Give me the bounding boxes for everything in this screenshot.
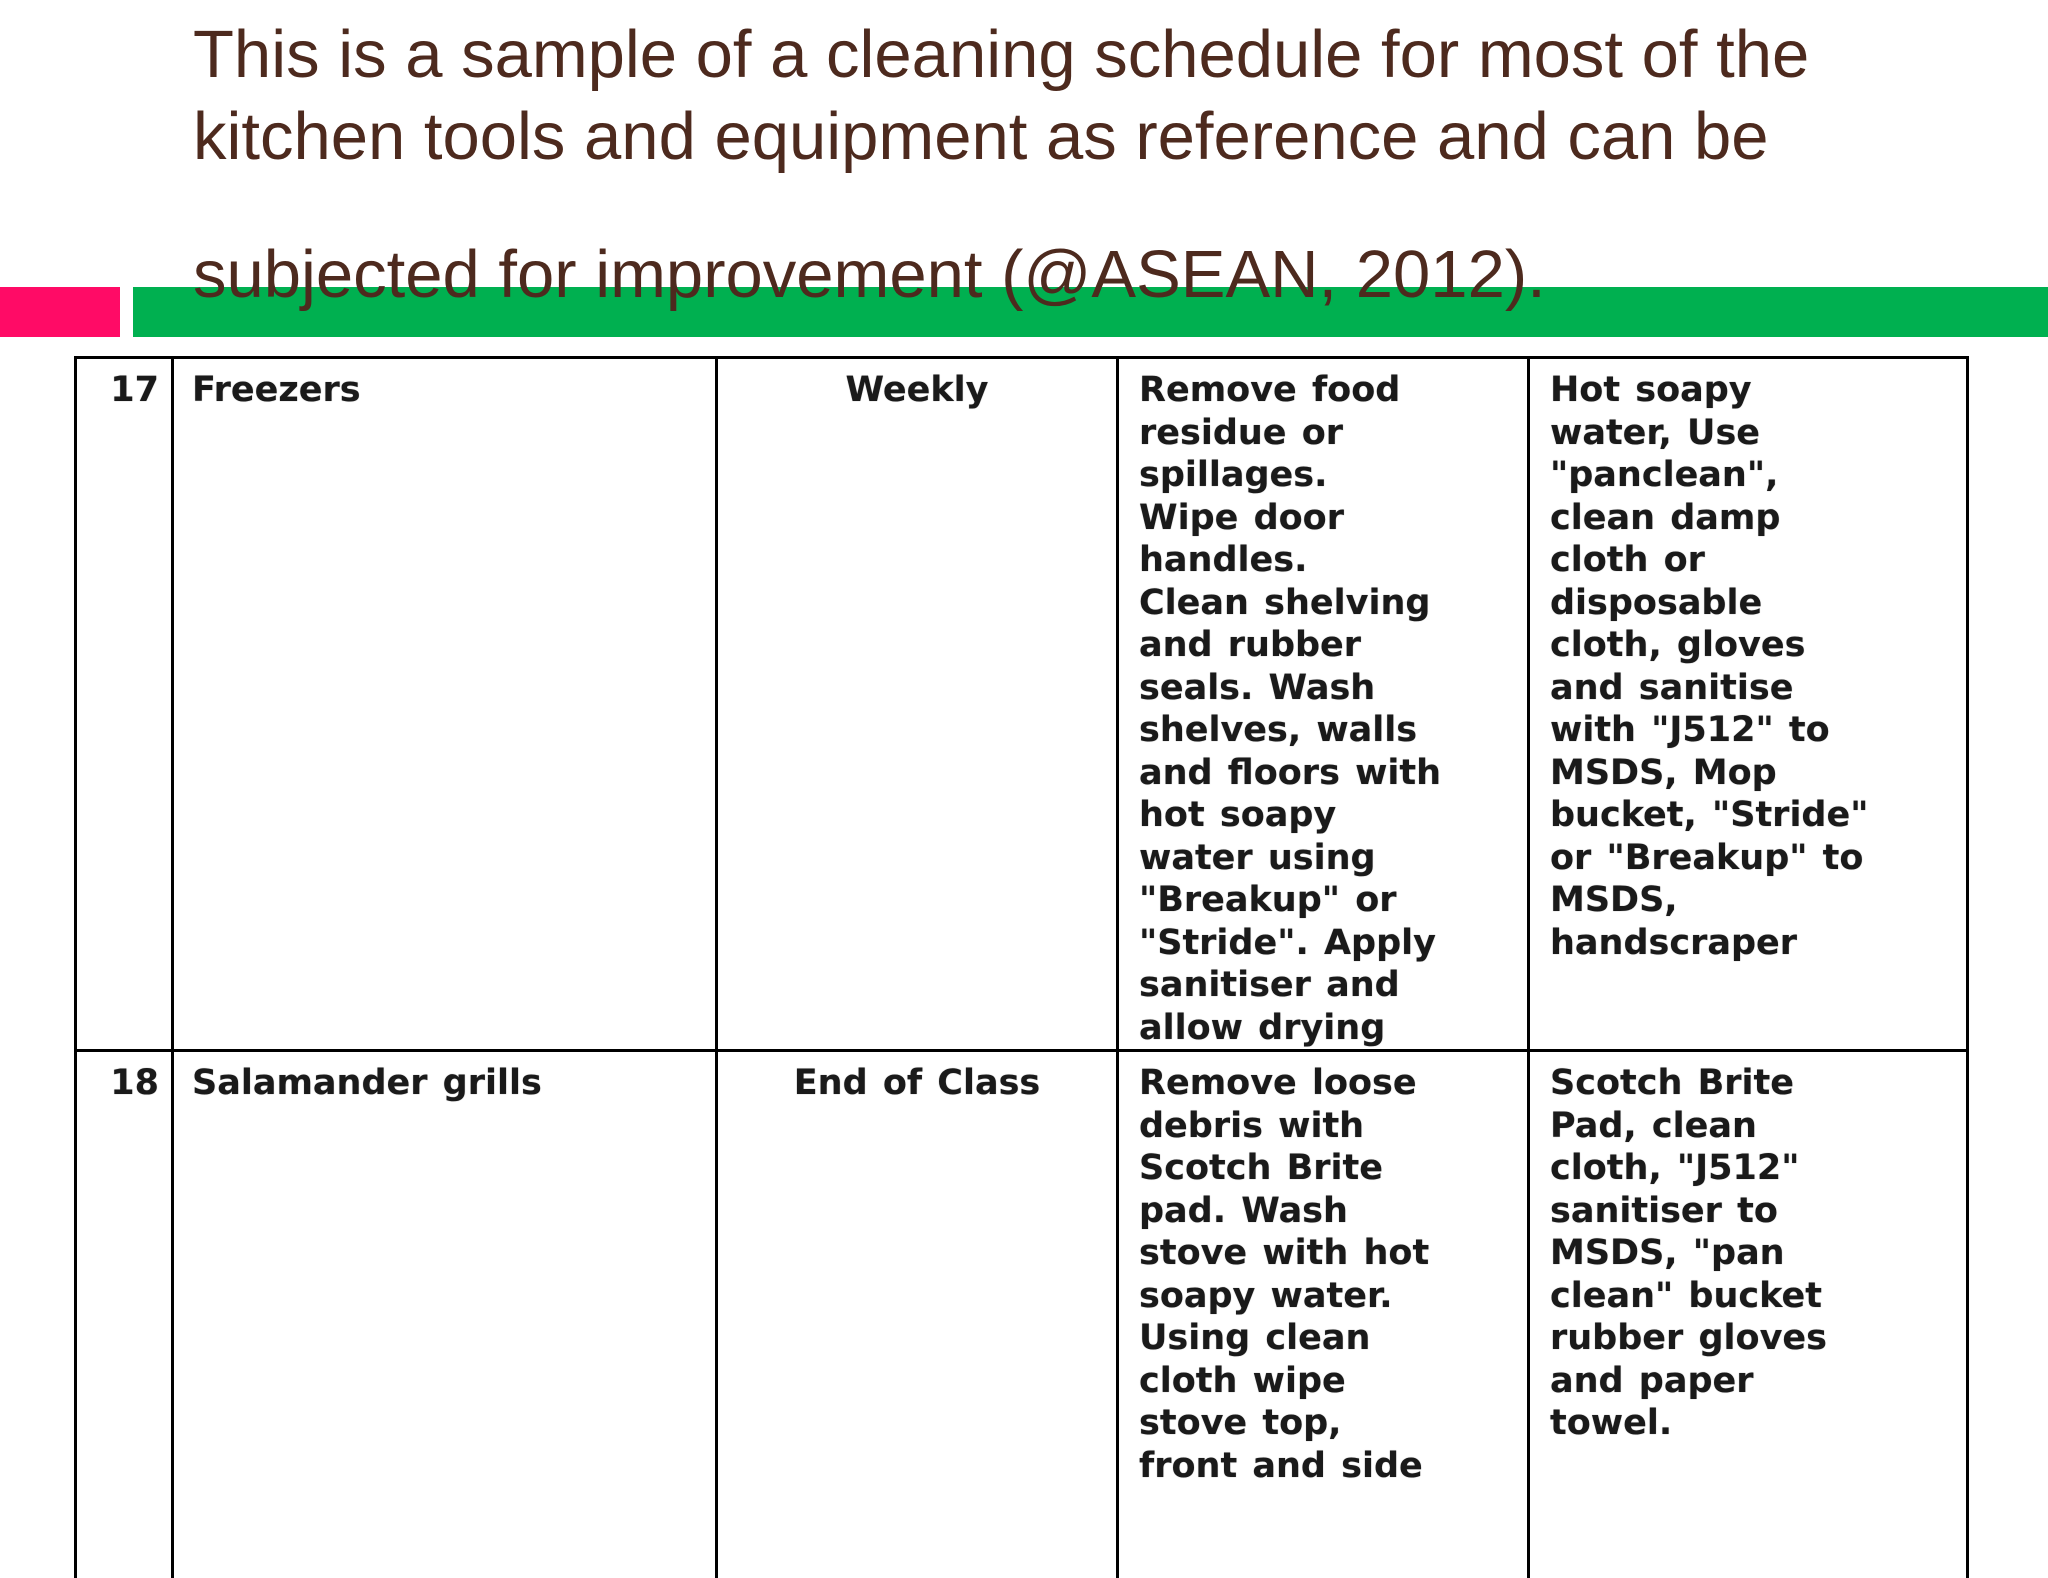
item-cell: Freezers: [173, 358, 717, 1051]
procedure-cell: Remove food residue or spillages. Wipe door handles. Clean shelving and rubber seals. Wash shelves, walls and floors with hot soapy water using "Breakup" or "Stride". Apply sanitiser and allow drying: [1118, 358, 1529, 1051]
materials-cell: Hot soapy water, Use "panclean", clean damp cloth or disposable cloth, gloves and sanitise with "J512" to MSDS, Mop bucket, "Stride" or "Breakup" to MSDS, handscraper: [1529, 358, 1968, 1051]
row-number-cell: 18: [76, 1051, 173, 1578]
slide-heading: [193, 14, 1993, 316]
table-row: [76, 358, 1968, 1051]
procedure-cell: Remove loose debris with Scotch Brite pad. Wash stove with hot soapy water. Using clean cloth wipe stove top, front and side: [1118, 1051, 1529, 1578]
materials-cell: Scotch Brite Pad, clean cloth, "J512" sanitiser to MSDS, "pan clean" bucket rubber gloves and paper towel.: [1529, 1051, 1968, 1578]
item-cell: Salamander grills: [173, 1051, 717, 1578]
cleaning-schedule-table: [74, 356, 1969, 1578]
heading-line-3: subjected for improvement (@ASEAN, 2012).: [193, 234, 1993, 316]
frequency-cell: End of Class: [717, 1051, 1118, 1578]
heading-line-1: This is a sample of a cleaning schedule for most of the: [193, 14, 1993, 96]
heading-line-2: kitchen tools and equipment as reference and can be: [193, 96, 1993, 178]
row-number-cell: 17: [76, 358, 173, 1051]
table-row: [76, 1051, 1968, 1578]
accent-bar-pink: [0, 287, 120, 337]
frequency-cell: Weekly: [717, 358, 1118, 1051]
